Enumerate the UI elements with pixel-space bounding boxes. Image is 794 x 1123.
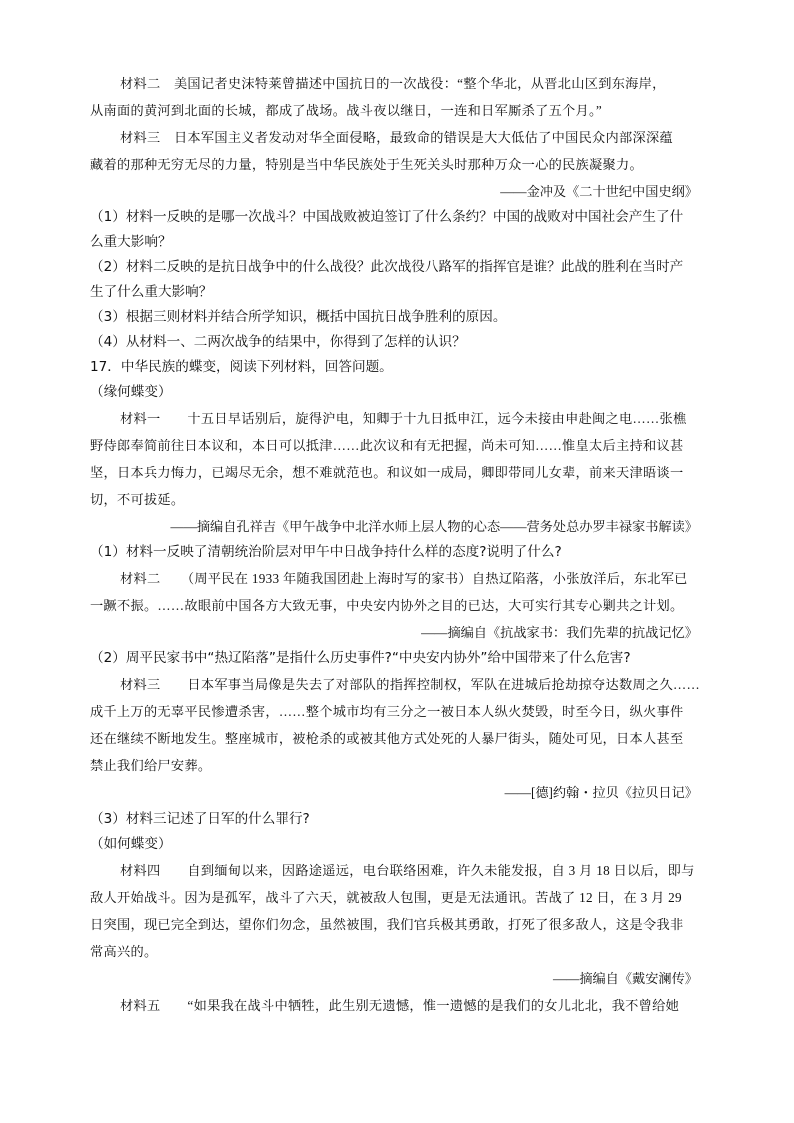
q17-section-heading-1: （缘何蝶变） bbox=[90, 384, 172, 400]
q16-material2-line1: 材料二 美国记者史沫特莱曾描述中国抗日的一次战役：“整个华北，从晋北山区到东海岸， bbox=[120, 76, 666, 91]
q17-material4-line3: 日突围，现已完全到达，望你们勿念，虽然被围，我们官兵极其勇敢，打死了很多敌人，这是令我非 bbox=[90, 917, 684, 932]
q17-material3-line2: 成千上万的无辜平民惨遭杀害，……整个城市均有三分之一被日本人纵火焚毁，时至今日，纵火事件 bbox=[90, 704, 684, 719]
q17-question1: （1）材料一反映了清朝统治阶层对甲午中日战争持什么样的态度?说明了什么? bbox=[90, 544, 562, 560]
q17-material2-line2: 一蹶不振。……故眼前中国各方大致无事，中央安内协外之目的已达，大可实行其专心剿共之计划。 bbox=[90, 598, 684, 613]
q17-section-heading-2: （如何蝶变） bbox=[90, 836, 172, 852]
q17-material3-line3: 还在继续不断地发生。整座城市，被枪杀的或被其他方式处死的人暴尸街头，随处可见，日本人甚至 bbox=[90, 731, 684, 746]
q16-question2-line2: 生了什么重大影响？ bbox=[90, 284, 213, 300]
q16-material2-line2: 从南面的黄河到北面的长城，都成了战场。战斗夜以继日，一连和日军厮杀了五个月。” bbox=[90, 103, 603, 118]
q16-material3-line2: 藏着的那种无穷无尽的力量，特别是当中华民族处于生死关头时那种万众一心的民族凝聚力。 bbox=[90, 157, 643, 172]
q17-material1-line4: 切，不可拔延。 bbox=[90, 492, 185, 507]
q17-material3-source: ——[德]约翰・拉贝《拉贝日记》 bbox=[504, 785, 698, 800]
q17-material4-line1: 材料四 自到缅甸以来，因路途遥远，电台联络困难，许久未能发报，自 3 月 18 日以后，即与 bbox=[120, 863, 695, 878]
q17-question2: （2）周平民家书中“热辽陷落”是指什么历史事件?“中央安内协外”给中国带来了什么危害? bbox=[90, 650, 631, 666]
q16-question1-line1: （1）材料一反映的是哪一次战斗？中国战败被迫签订了什么条约？中国的战败对中国社会产生了什 bbox=[90, 209, 684, 225]
q16-material3-line1: 材料三 日本军国主义者发动对华全面侵略，最致命的错误是大大低估了中国民众内部深深蕴 bbox=[120, 130, 673, 145]
q16-question4: （4）从材料一、二两次战争的结果中，你得到了怎样的认识？ bbox=[90, 334, 466, 350]
q17-material1-line1: 材料一 十五日早话别后，旋得沪电，知卿于十九日抵申江，远今未接由申赴闽之电……张樵 bbox=[120, 411, 687, 426]
q17-material1-source: ——摘编自孔祥吉《甲午战争中北洋水师上层人物的心态——营务处总办罗丰禄家书解读》 bbox=[170, 519, 698, 534]
q17-material1-line2: 野侍郎奉简前往日本议和，本日可以抵津……此次议和有无把握，尚未可知……惟皇太后主持和议甚 bbox=[90, 438, 684, 453]
q16-material3-source: ——金冲及《二十世纪中国史纲》 bbox=[500, 184, 698, 199]
q17-material5-line1: 材料五 “如果我在战斗中牺牲，此生别无遗憾，惟一遗憾的是我们的女儿北北，我不曾给她 bbox=[120, 998, 680, 1013]
q17-material4-source: ——摘编自《戴安澜传》 bbox=[552, 971, 698, 986]
q17-material2-line1: 材料二 （周平民在 1933 年随我国团赴上海时写的家书）自热辽陷落，小张放洋后，东北军已 bbox=[120, 571, 688, 586]
q17-question3: （3）材料三记述了日军的什么罪行? bbox=[90, 811, 310, 827]
q17-title: 17．中华民族的蝶变，阅读下列材料，回答问题。 bbox=[90, 359, 393, 375]
q16-question2-line1: （2）材料二反映的是抗日战争中的什么战役？此次战役八路军的指挥官是谁？此战的胜利在当时产 bbox=[90, 259, 684, 275]
q17-material3-line4: 禁止我们给尸安葬。 bbox=[90, 758, 212, 773]
q17-material3-line1: 材料三 日本军事当局像是失去了对部队的指挥控制权，军队在进城后抢劫掠夺达数周之久…… bbox=[120, 677, 700, 692]
q17-material4-line4: 常高兴的。 bbox=[90, 944, 158, 959]
q16-question3: （3）根据三则材料并结合所学知识，概括中国抗日战争胜利的原因。 bbox=[90, 309, 507, 325]
q17-material1-line3: 坚，日本兵力悔力，已竭尽无余，想不难就范也。和议如一成局，卿即带同儿女辈，前来天津晤谈一 bbox=[90, 465, 684, 480]
q17-material4-line2: 敌人开始战斗。因为是孤军，战斗了六天，就被敌人包围，更是无法通讯。苦战了 12 日，在 3 月 29 bbox=[90, 890, 682, 905]
q16-question1-line2: 么重大影响？ bbox=[90, 234, 172, 250]
q17-material2-source: ——摘编自《抗战家书：我们先辈的抗战记忆》 bbox=[421, 625, 698, 640]
